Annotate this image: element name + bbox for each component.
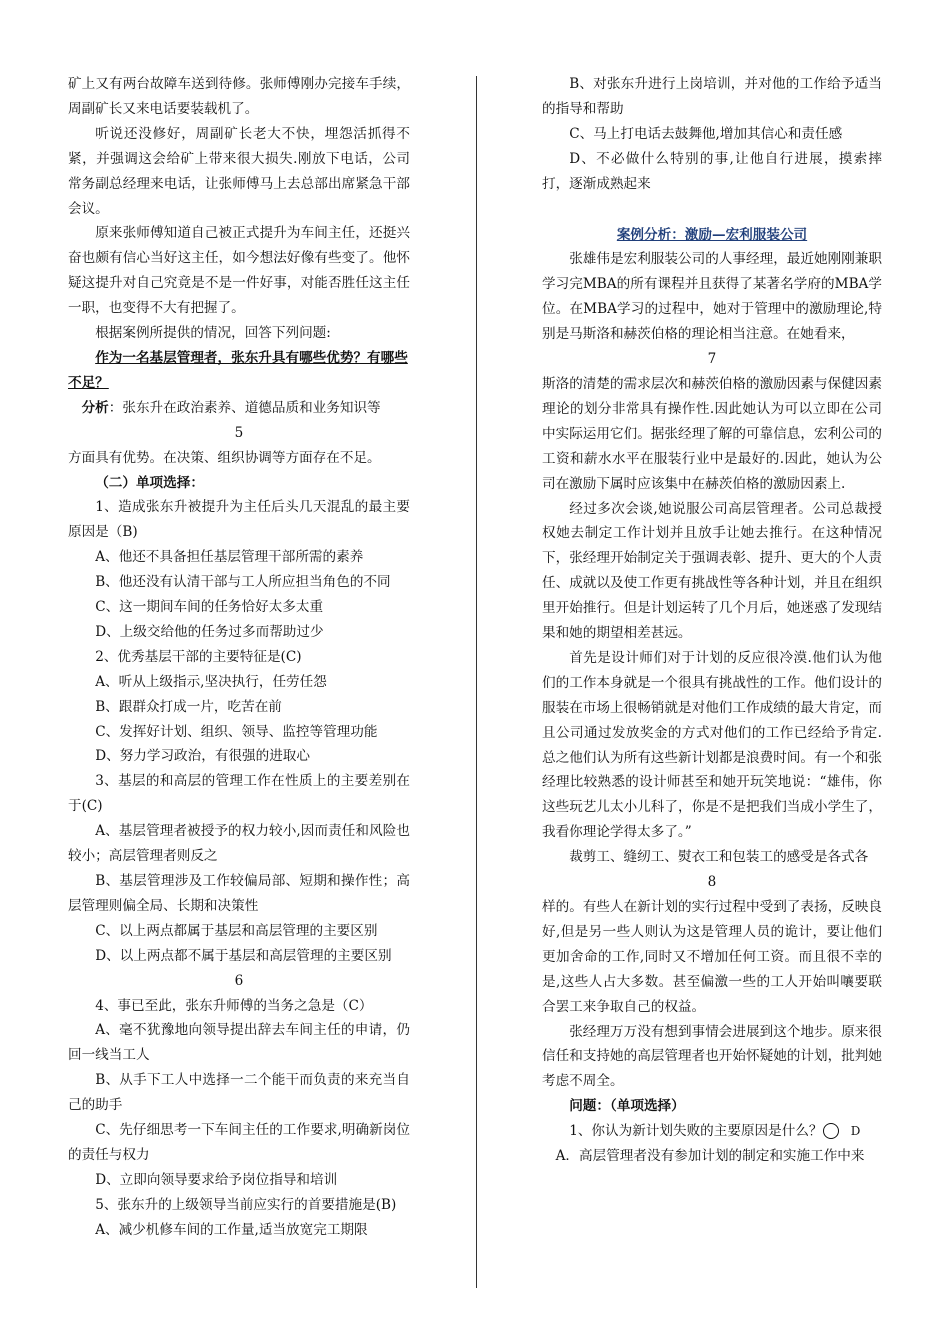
option: C、这一期间车间的任务恰好太多太重: [95, 599, 324, 616]
option: D、不必做什么特别的事,让他自行进展，摸索摔打，逐渐成熟起来: [542, 150, 882, 192]
option: C、发挥好计划、组织、领导、监控等管理功能: [95, 723, 378, 740]
option: B、跟群众打成一片，吃苦在前: [95, 698, 282, 715]
paragraph: 斯洛的清楚的需求层次和赫茨伯格的激励因素与保健因素理论的划分非常具有操作性.因此她认为可以立即在公司中实际运用它们。据张经理了解的可靠信息，宏利公司的工资和薪水水平在服装行业中是最好的.因此，她认为公司在激励下属时应该集中在赫茨伯格的激励因素上.: [542, 375, 882, 492]
question: [542, 1119, 882, 1144]
option: D、努力学习政治，有很强的进取心: [95, 748, 310, 765]
option: B、对张东升进行上岗培训，并对他的工作给予适当的指导和帮助: [542, 76, 882, 117]
option: D、立即向领导要求给予岗位指导和培训: [95, 1171, 338, 1188]
option: A、毫不犹豫地向领导提出辞去车间主任的申请，仍回一线当工人: [68, 1022, 410, 1064]
discussion-question: 作为一名基层管理者，张东升具有哪些优势？有哪些不足？: [68, 349, 408, 391]
option: C、以上两点都属于基层和高层管理的主要区别: [95, 922, 378, 939]
page-number: 8: [707, 874, 717, 891]
paragraph: 根据案例所提供的情况，回答下列问题:: [95, 325, 331, 342]
paragraph: 张雄伟是宏利服装公司的人事经理，最近她刚刚兼职学习完MBA的所有课程并且获得了某著名学府的MBA学位。在MBA学习的过程中，她对于管理中的激励理论,特别是马斯洛和赫茨伯格的理论相当注意。在她看来，: [542, 251, 882, 343]
paragraph: 裁剪工、缝纫工、熨衣工和包装工的感受是各式各: [569, 849, 869, 866]
option: C、先仔细思考一下车间主任的工作要求,明确新岗位的责任与权力: [68, 1122, 410, 1163]
paragraph: 经过多次会谈,她说服公司高层管理者。公司总裁授权她去制定工作计划并且放手让她去推行。在这种情况下，张经理开始制定关于强调表彰、提升、更大的个人责任、成就以及使工作更有挑战性等各种计划，并且在组织里开始推行。但是计划运转了几个月后，她迷惑了发现结果和她的期望相差甚远。: [542, 500, 882, 642]
paragraph: 听说还没修好，周副矿长老大不快，埋怨活抓得不紧，并强调这会给矿上带来很大损失.刚放下电话，公司常务副总经理来电话，让张师傅马上去总部出席紧急干部会议。: [68, 125, 410, 217]
option: B、他还没有认清干部与工人所应担当角色的不同: [95, 574, 391, 591]
paragraph: 样的。有些人在新计划的实行过程中受到了表扬，反映良好,但是另一些人则认为这是管理人员的诡计，要让他们更加舍命的工作,同时又不增加任何工资。而且很不幸的是,这些人占大多数。甚至偏激一些的工人开始叫嚷要联合罢工来争取自己的权益。: [542, 899, 882, 1015]
question: 2、优秀基层干部的主要特征是(C): [95, 648, 302, 665]
option: A、减少机修车间的工作量,适当放宽完工期限: [95, 1221, 368, 1238]
option: D、以上两点都不属于基层和高层管理的主要区别: [95, 947, 392, 964]
left-column: [68, 72, 410, 1243]
option: D、上级交给他的任务过多而帮助过少: [95, 623, 324, 640]
paragraph: 张经理万万没有想到事情会进展到这个地步。原来很信任和支持她的高层管理者也开始怀疑她的计划，批判她考虑不周全。: [542, 1023, 882, 1090]
paragraph: 原来张师傅知道自己被正式提升为车间主任，还挺兴奋也颇有信心当好这主任，如今想法好像有些变了。他怀疑这提升对自己究竟是不是一件好事，对能否胜任这主任一职，也变得不大有把握了。: [68, 225, 410, 317]
option: B、基层管理涉及工作较偏局部、短期和操作性；高层管理则偏全局、长期和决策性: [68, 873, 410, 914]
analysis: [68, 396, 410, 421]
option: B、从手下工人中选择一二个能干而负责的来充当自己的助手: [68, 1072, 410, 1114]
page-number: 5: [234, 424, 244, 441]
question: 4、事已至此，张东升师傅的当务之急是（C）: [95, 997, 373, 1014]
analysis-text: ：张东升在政治素养、道德品质和业务知识等: [108, 399, 381, 416]
analysis-label: 分析: [81, 399, 109, 416]
question: 1、造成张东升被提升为主任后头几天混乱的最主要原因是（B): [68, 499, 410, 541]
option: A、基层管理者被授予的权力较小,因而责任和风险也较小；高层管理者则反之: [68, 823, 410, 865]
option: A、他还不具备担任基层管理干部所需的素养: [95, 549, 364, 566]
case-title: 案例分析：激励—宏利服装公司: [616, 226, 808, 243]
paragraph: 方面具有优势。在决策、组织协调等方面存在不足。: [68, 449, 381, 466]
option: A．高层管理者没有参加计划的制定和实施工作中来: [555, 1148, 865, 1165]
option: A、听从上级指示,坚决执行，任劳任怨: [95, 673, 327, 690]
section-heading: （二）单项选择：: [95, 474, 204, 491]
question: 3、基层的和高层的管理工作在性质上的主要差别在于(C): [68, 773, 410, 815]
right-column: [542, 72, 882, 1169]
problem-heading: 问题：（单项选择）: [569, 1098, 685, 1115]
column-divider: [476, 76, 477, 1288]
page-number: 7: [707, 351, 717, 368]
question: 5、张东升的上级领导当前应实行的首要措施是(B): [95, 1196, 397, 1213]
answer-circle: D: [823, 1123, 839, 1139]
page-number: 6: [234, 972, 244, 989]
option: C、马上打电话去鼓舞他,增加其信心和责任感: [569, 125, 843, 142]
paragraph: 首先是设计师们对于计划的反应很冷漠.他们认为他们的工作本身就是一个很具有挑战性的工作。他们设计的服装在市场上很畅销就是对他们工作成绩的最大肯定，而且公司通过发放奖金的方式对他们的工作已经给予肯定.总之他们认为所有这些新计划都是浪费时间。有一个和张经理比较熟悉的设计师甚至和她开玩笑地说：“雄伟，你这些玩艺儿太小儿科了，你是不是把我们当成小学生了，我看你理论学得太多了。”: [542, 649, 882, 841]
paragraph: 矿上又有两台故障车送到待修。张师傅刚办完接车手续，周副矿长又来电话要装载机了。: [68, 76, 410, 117]
question-text: 1、你认为新计划失败的主要原因是什么？: [569, 1123, 823, 1140]
